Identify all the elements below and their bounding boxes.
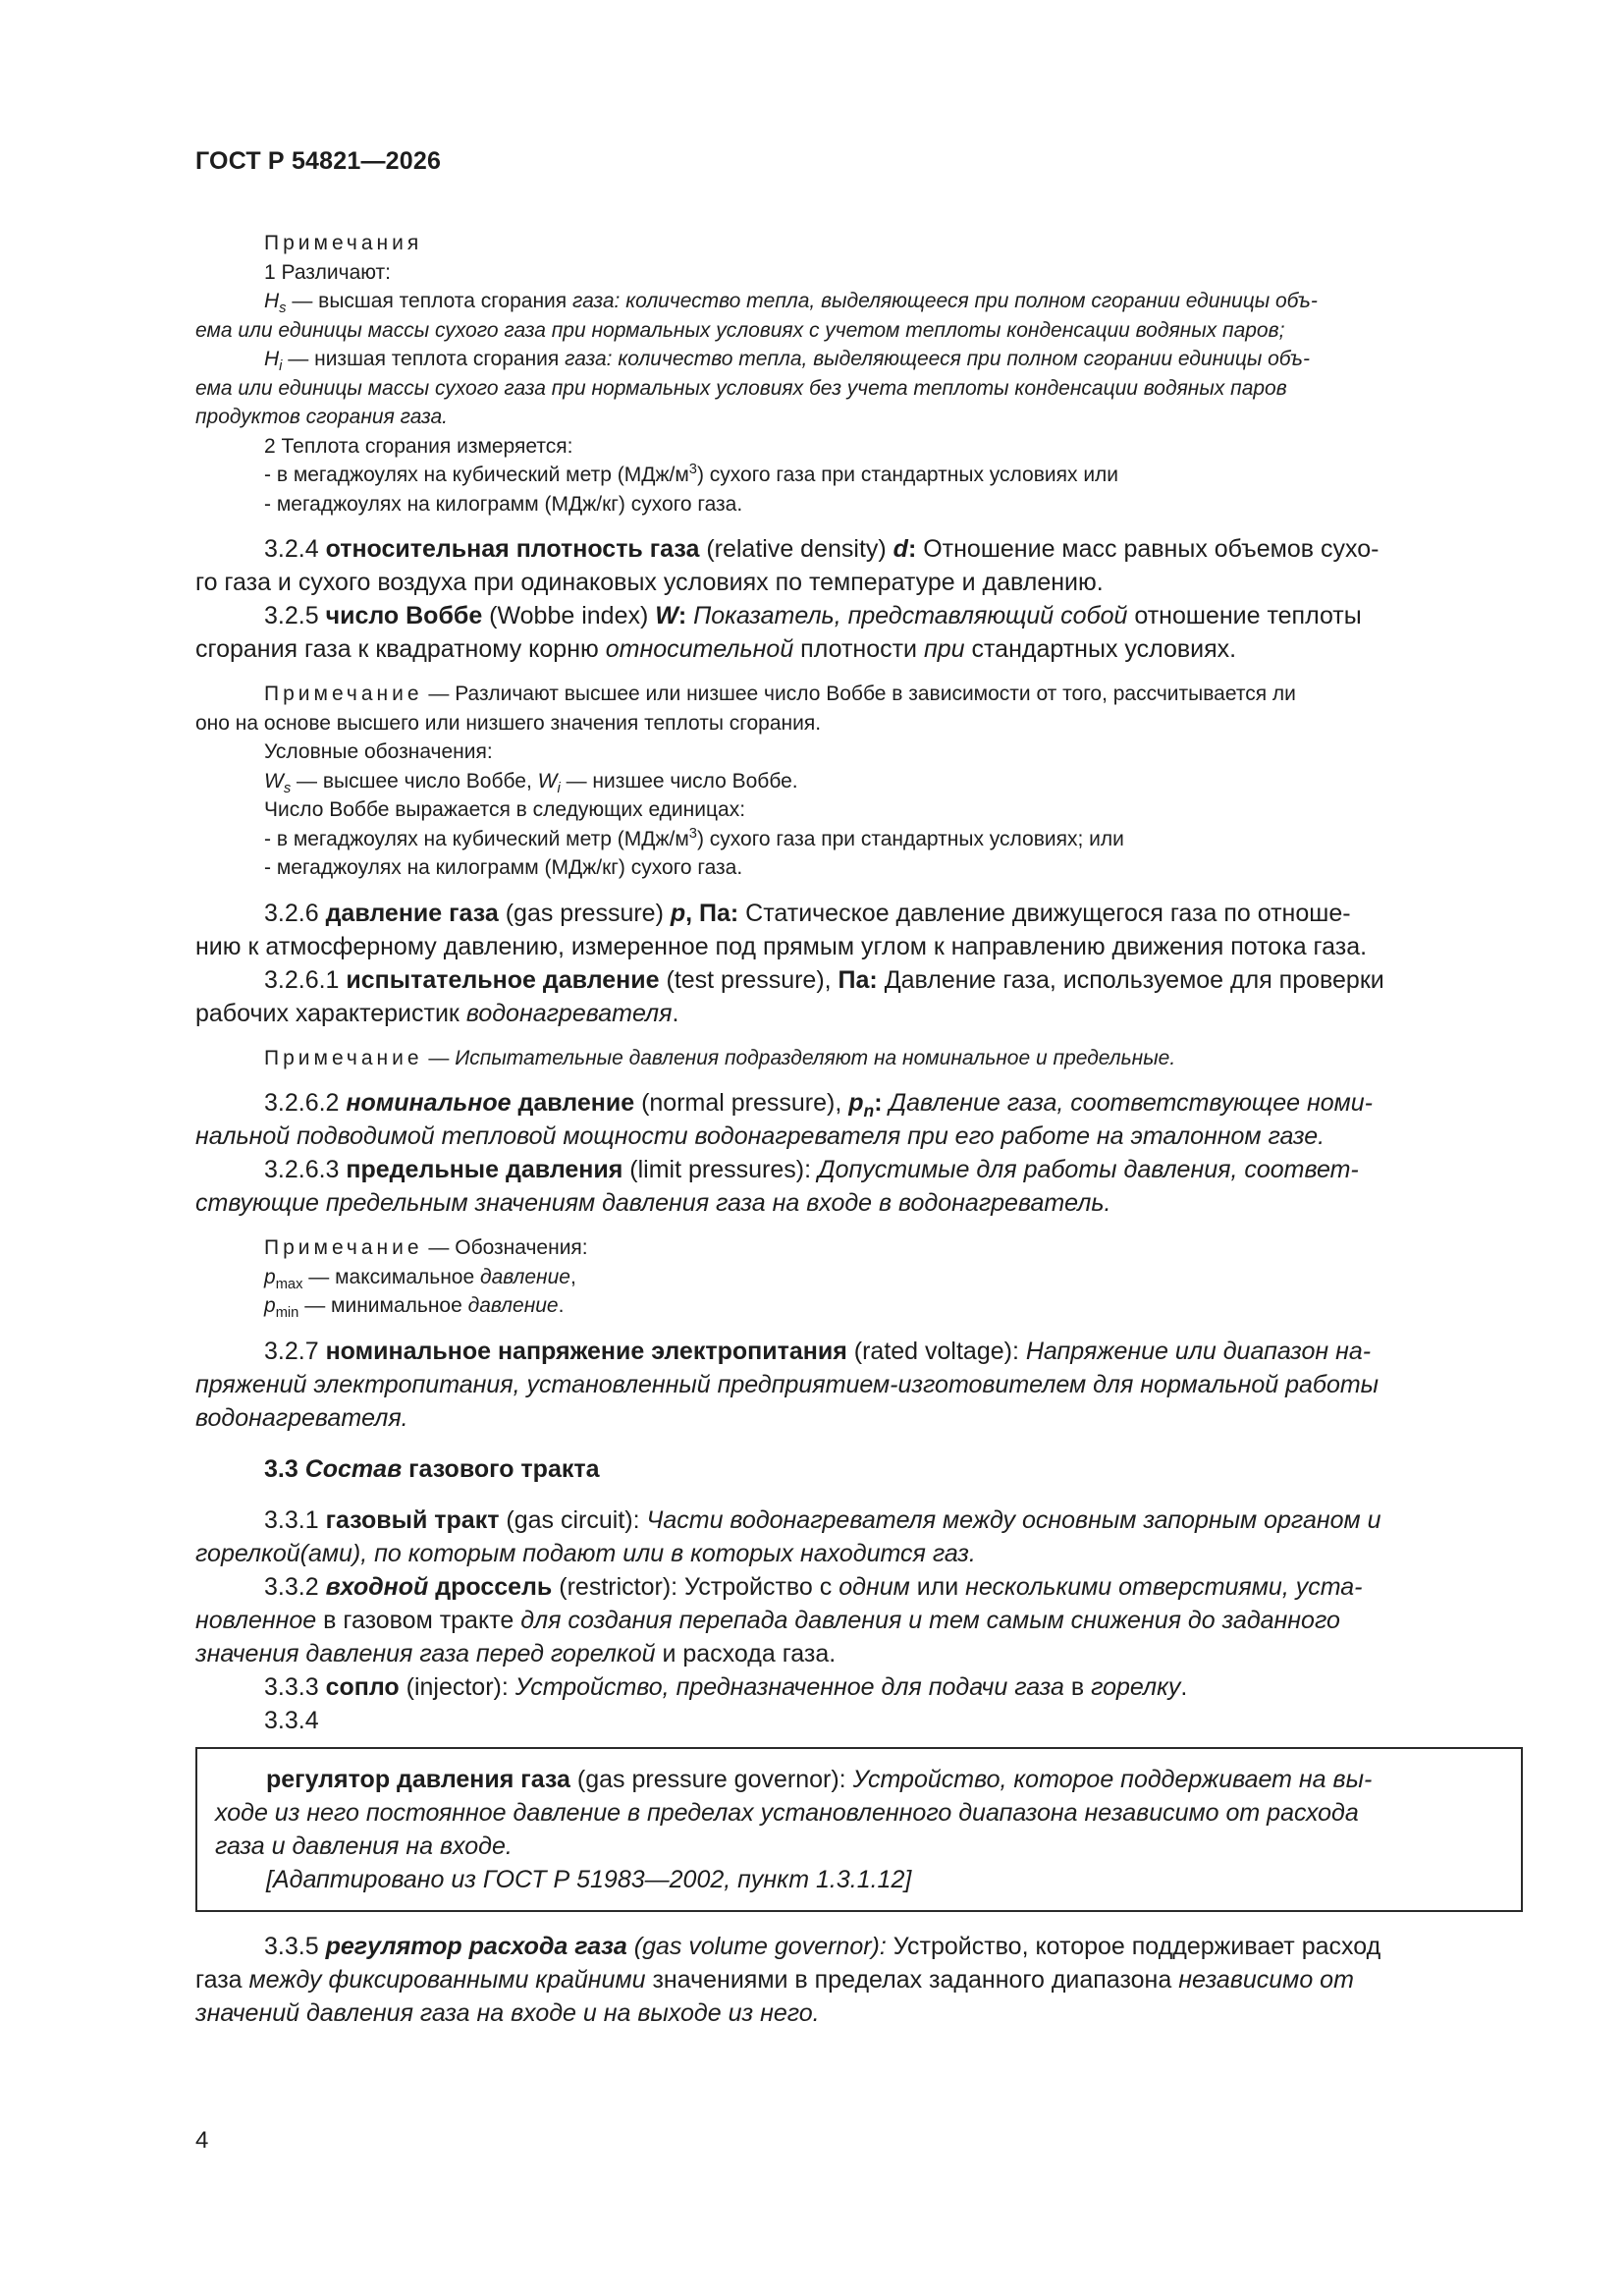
symbol: p xyxy=(670,899,686,927)
note-heading: Примечание xyxy=(264,1046,423,1069)
clause-3-2-6-2: 3.2.6.2 номинальное давление (normal pressure), $p_n$: Давление газа, соответствующее номи- нальной подводимой тепловой мощности водонагревателя при его работе на эталонном газе. xyxy=(195,1089,1373,1150)
term: — низшая теплота сгорания xyxy=(282,348,566,370)
note-bullet: - в мегаджоулях на кубический метр $(МДж/м^3)$ сухого газа при стандартных условиях или xyxy=(264,462,1119,486)
term: регулятор давления газа xyxy=(266,1765,570,1793)
symbol: p xyxy=(264,1265,276,1288)
clause-3-2-6-3: 3.2.6.3 предельные давления (limit pressures): Допустимые для работы давления, соответ- ствующие предельным значениям давления газа на входе в водонагреватель. xyxy=(195,1156,1359,1217)
note-heading: Примечание xyxy=(264,683,423,705)
term: номинальное напряжение электропитания xyxy=(325,1337,847,1365)
note-bullet: - мегаджоулях на килограмм (МДж/кг) сухого газа. xyxy=(264,856,743,879)
symbol: W xyxy=(537,769,558,793)
clause-3-3-3: 3.3.3 сопло (injector): Устройство, предназначенное для подачи газа в горелку. 3.3.4 xyxy=(195,1670,1523,1737)
note-line: ема или единицы массы сухого газа при нормальных условиях без учета теплоты конденсации водяных паров xyxy=(195,376,1287,400)
note-heading: Примечания xyxy=(264,232,423,254)
term: сопло xyxy=(325,1672,400,1701)
clause-3-3-5: 3.3.5 регулятор расхода газа (gas volume governor): Устройство, которое поддерживает расход газа между фиксированными крайними значениями в пределах заданного диапазона независимо от значений давления газа на входе и на выходе из него. xyxy=(195,1932,1381,2027)
symbol-subscript: i xyxy=(279,358,283,375)
clause-3-2-7: 3.2.7 номинальное напряжение электропитания (rated voltage): Напряжение или диапазон на- пряжений электропитания, установленный предприятием-изготовителем для нормальной работы водонагревателя. xyxy=(195,1337,1380,1432)
symbol: p xyxy=(848,1089,864,1117)
clause-3-2-5: 3.2.5 число Воббе (Wobbe index) W: Показатель, представляющий собой отношение теплоты сгорания газа к квадратному корню относительной плотности при стандартных условиях. xyxy=(195,602,1362,663)
note-heading: Примечание xyxy=(264,1236,423,1259)
note-line xyxy=(195,345,1523,374)
definition: газа: количество тепла, выделяющееся при полном сгорании единицы объ- xyxy=(565,348,1310,370)
symbol: d xyxy=(893,535,908,563)
term: газовый тракт xyxy=(325,1505,500,1534)
page-number: 4 xyxy=(195,2127,209,2154)
note-limit-pressures: Примечание — Обозначения: $p_{max}$ — максимальное давление, $p_{min}$ — минимальное давление. xyxy=(264,1236,588,1322)
symbol: H xyxy=(264,290,280,312)
term: испытательное давление xyxy=(346,965,660,994)
note-bullet: - в мегаджоулях на кубический метр $(МДж/м^3)$ сухого газа при стандартных условиях; или xyxy=(264,825,1124,850)
document-header: ГОСТ Р 54821—2026 xyxy=(195,147,442,175)
clause-3-3-2: 3.3.2 входной дроссель (restrictor): Устройство с одним или несколькими отверстиями, уста- новленное в газовом тракте для создания перепада давления и тем самым снижения до заданного значения давления газа перед горелкой и расхода газа. xyxy=(195,1572,1363,1667)
clause-number: 3.3.4 xyxy=(264,1706,319,1734)
note-line: ема или единицы массы сухого газа при нормальных условиях с учетом теплоты конденсации водяных паров; xyxy=(195,318,1285,342)
section-3-3-heading: 3.3 Состав газового тракта xyxy=(264,1454,600,1483)
note-heat-of-combustion xyxy=(195,229,1523,519)
source-reference: [Адаптировано из ГОСТ Р 51983—2002, пункт 1.3.1.12] xyxy=(266,1865,912,1893)
term: входной xyxy=(325,1572,429,1601)
clause-3-2-6: 3.2.6 давление газа (gas pressure) p, Па: Статическое давление движущегося газа по отноше- нию к атмосферному давлению, измеренное под прямым углом к направлению движения потока газа. xyxy=(195,899,1368,960)
note-line: продуктов сгорания газа. xyxy=(195,406,448,428)
term: номинальное xyxy=(346,1089,512,1117)
document-body xyxy=(195,229,1523,2030)
note-line: 1 Различают: xyxy=(264,260,392,284)
symbol-subscript: s xyxy=(279,301,287,317)
term: давление газа xyxy=(325,899,499,927)
term: число Воббе xyxy=(325,602,483,629)
definition: газа: количество тепла, выделяющееся при полном сгорании единицы объ- xyxy=(571,290,1318,312)
symbol: W xyxy=(655,602,678,629)
term: регулятор расхода газа xyxy=(325,1932,627,1960)
note-bullet: - мегаджоулях на килограмм (МДж/кг) сухого газа. xyxy=(264,492,743,516)
term: относительная плотность газа xyxy=(325,535,700,563)
symbol: W xyxy=(264,769,284,793)
symbol: H xyxy=(264,348,280,370)
clause-3-3-1: 3.3.1 газовый тракт (gas circuit): Части водонагревателя между основным запорным органом и горелкой(ами), по которым подают или в которых находится газ. xyxy=(195,1505,1381,1567)
symbol: p xyxy=(264,1294,276,1317)
note-line: 2 Теплота сгорания измеряется: xyxy=(264,434,573,458)
term: — высшая теплота сгорания xyxy=(286,290,572,312)
note-wobbe-index: Примечание — Различают высшее или низшее число Воббе в зависимости от того, рассчитывается ли оно на основе высшего или низшего значения теплоты сгорания. Условные обозначения: $W_s$ — высшее число Воббе, $W_i$ — низшее число Воббе. Число Воббе выражается в следующих единицах: - в мегаджоулях на кубический метр $(МДж/м^3)$ сухого газа при стандартных условиях; или - мегаджоулях на килограмм (МДж/кг) сухого газа. xyxy=(195,680,1523,883)
framed-clause-3-3-4: регулятор давления газа (gas pressure governor): Устройство, которое поддерживает на вы- ходе из него постоянное давление в пределах установленного диапазона независимо от расхода газа и давления на входе. [Адаптировано из ГОСТ Р 51983—2002, пункт 1.3.1.12] xyxy=(195,1747,1523,1912)
note-line xyxy=(195,287,1523,316)
term: предельные давления xyxy=(346,1156,623,1183)
clause-3-2-4: 3.2.4 относительная плотность газа (relative density) d: Отношение масс равных объемов сухо- го газа и сухого воздуха при одинаковых условиях по температуре и давлению. xyxy=(195,535,1380,596)
clause-3-2-6-1: 3.2.6.1 испытательное давление (test pressure), Па: Давление газа, используемое для проверки рабочих характеристик водонагревателя. xyxy=(195,965,1384,1027)
note-test-pressures: Примечание — Испытательные давления подразделяют на номинальное и предельные. xyxy=(264,1046,1176,1069)
